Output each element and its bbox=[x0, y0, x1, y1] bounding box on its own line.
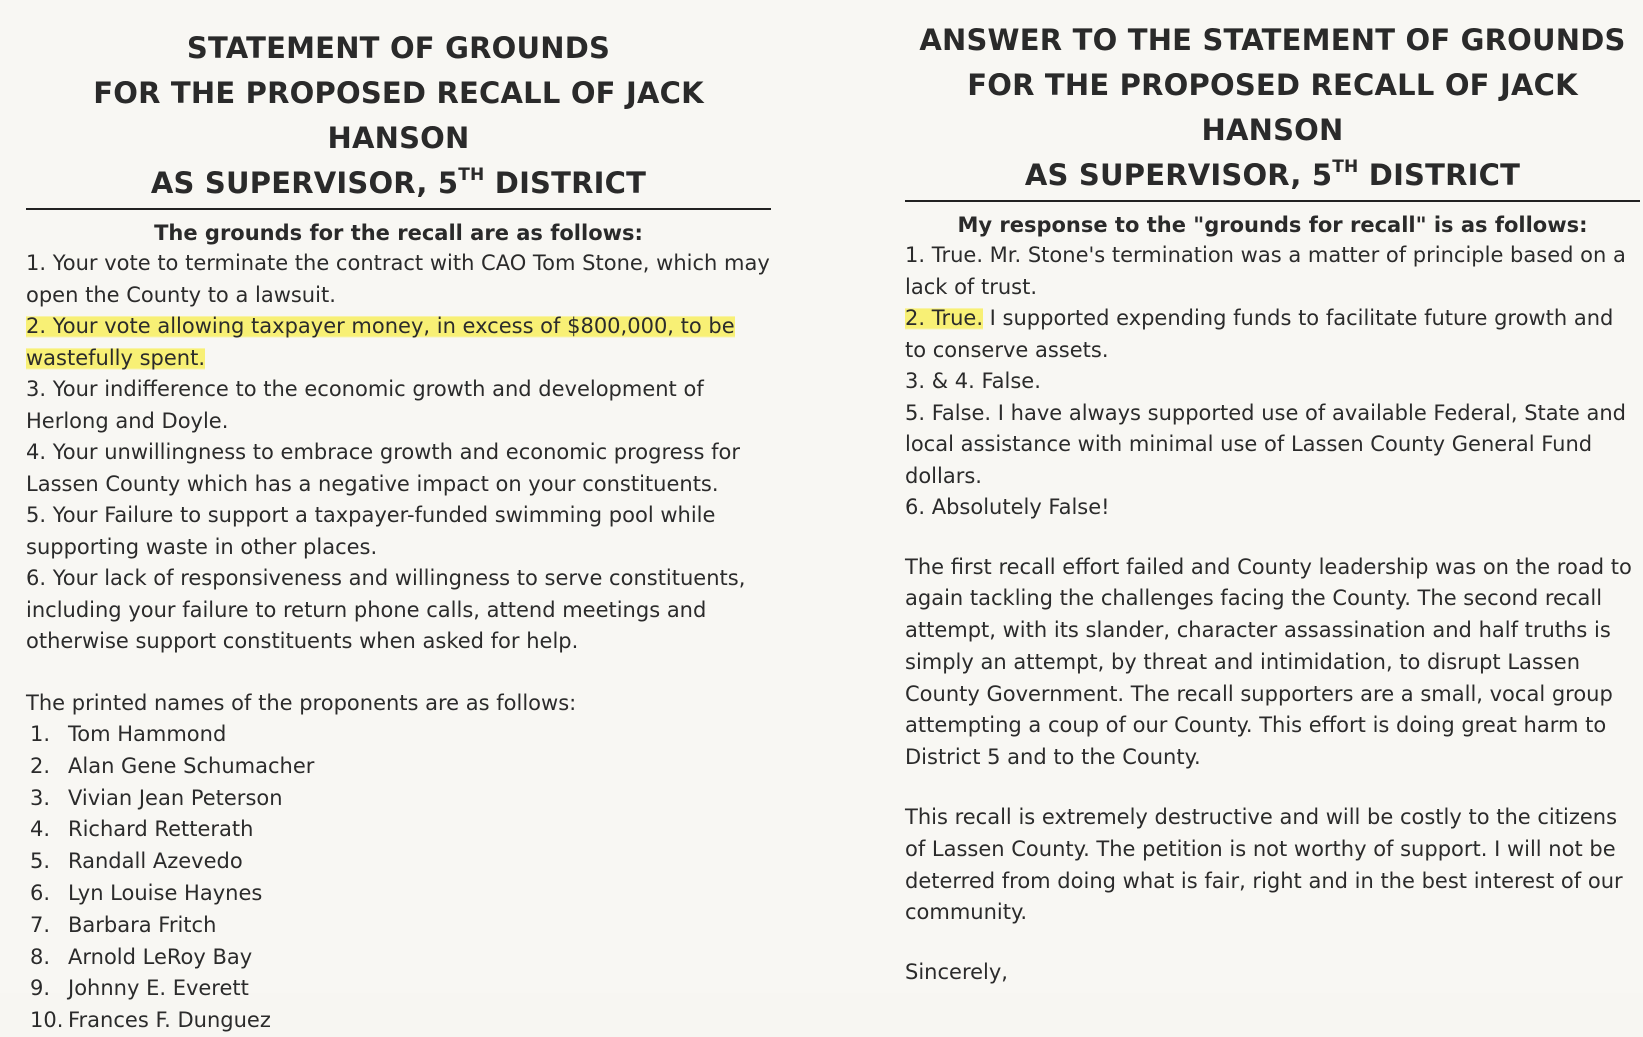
answer-text: I supported expending funds to facilitate future growth and to conserve assets. bbox=[905, 306, 1614, 362]
proponent-name: Vivian Jean Peterson bbox=[68, 785, 283, 810]
body-paragraph: This recall is extremely destructive and will be costly to the citizens of Lassen County. The petition is not worthy of support. I will not be deterred from doing what is fair, right and in the best interest of our community. bbox=[905, 805, 1623, 925]
list-number: 10. bbox=[30, 1008, 64, 1033]
list-item bbox=[26, 1005, 771, 1037]
list-item bbox=[26, 783, 771, 815]
answer-item: 6. Absolutely False! bbox=[905, 495, 1110, 519]
list-number: 9. bbox=[30, 976, 51, 1001]
closing-salutation: Sincerely, bbox=[905, 960, 1008, 985]
title-line: FOR THE PROPOSED RECALL OF JACK HANSON bbox=[93, 76, 704, 155]
title-divider bbox=[905, 200, 1640, 202]
statement-of-grounds-column bbox=[26, 0, 771, 1037]
proponent-name: Barbara Fritch bbox=[68, 912, 217, 937]
list-number: 8. bbox=[30, 944, 51, 969]
spacer bbox=[905, 774, 1640, 802]
grounds-list bbox=[26, 248, 771, 658]
list-item bbox=[26, 910, 771, 942]
answer-item: 3. & 4. False. bbox=[905, 369, 1041, 393]
title-superscript: TH bbox=[458, 165, 485, 185]
list-item bbox=[26, 942, 771, 974]
spacer bbox=[905, 929, 1640, 957]
ground-item: 1. Your vote to terminate the contract with CAO Tom Stone, which may open the County to a lawsuit. bbox=[26, 251, 770, 307]
list-number: 2. bbox=[30, 753, 51, 778]
proponent-name: Randall Azevedo bbox=[68, 849, 243, 874]
list-item bbox=[26, 973, 771, 1005]
highlighted-text: 2. Your vote allowing taxpayer money, in excess of $800,000, to be wastefully spent. bbox=[26, 314, 735, 370]
answer-column bbox=[905, 0, 1640, 989]
title-text: AS SUPERVISOR, 5 bbox=[150, 166, 459, 200]
proponent-name: Lyn Louise Haynes bbox=[68, 880, 263, 905]
ground-item: 3. Your indifference to the economic growth and development of Herlong and Doyle. bbox=[26, 377, 704, 433]
proponent-name: Arnold LeRoy Bay bbox=[68, 944, 253, 969]
list-number: 7. bbox=[30, 912, 51, 937]
proponent-name: Frances F. Dunguez bbox=[68, 1008, 271, 1033]
ground-item: 6. Your lack of responsiveness and willingness to serve constituents, including your failure to return phone calls, attend meetings and otherwise support constituents when asked for help. bbox=[26, 566, 746, 653]
list-number: 1. bbox=[30, 722, 51, 746]
title-line: FOR THE PROPOSED RECALL OF JACK HANSON bbox=[967, 68, 1578, 147]
ground-item-highlighted bbox=[26, 311, 771, 374]
title-line bbox=[905, 153, 1640, 198]
answer-item: 1. True. Mr. Stone's termination was a matter of principle based on a lack of trust. bbox=[905, 243, 1626, 299]
ground-item: 5. Your Failure to support a taxpayer-funded swimming pool while supporting waste in other places. bbox=[26, 503, 716, 559]
answer-item bbox=[905, 303, 1640, 366]
highlighted-text: 2. True. bbox=[905, 306, 983, 330]
proponents-heading: The printed names of the proponents are as follows: bbox=[26, 690, 577, 715]
spacer bbox=[905, 524, 1640, 552]
title-line: ANSWER TO THE STATEMENT OF GROUNDS bbox=[919, 23, 1626, 57]
answer-title bbox=[905, 0, 1640, 198]
grounds-intro: The grounds for the recall are as follows: bbox=[154, 221, 643, 245]
body-paragraph: The first recall effort failed and County leadership was on the road to again tackling the challenges facing the County. The second recall attempt, with its slander, character assassination and half truths is simply an attempt, by threat and intimidation, to disrupt Lassen County Government. The recall supporters are a small, vocal group attempting a coup of our County. This effort is doing great harm to District 5 and to the County. bbox=[905, 554, 1632, 770]
answer-item: 5. False. I have always supported use of available Federal, State and local assistance with minimal use of Lassen County General Fund dollars. bbox=[905, 400, 1626, 488]
spacer bbox=[26, 658, 771, 688]
title-superscript: TH bbox=[1332, 157, 1359, 177]
list-number: 4. bbox=[30, 817, 51, 842]
list-item bbox=[26, 814, 771, 846]
list-number: 3. bbox=[30, 785, 51, 810]
list-item bbox=[26, 719, 771, 751]
proponent-name: Tom Hammond bbox=[68, 722, 227, 746]
ground-item: 4. Your unwillingness to embrace growth and economic progress for Lassen County which has a negative impact on your constituents. bbox=[26, 440, 740, 496]
title-text: DISTRICT bbox=[1358, 158, 1521, 192]
answers-list bbox=[905, 240, 1640, 524]
list-number: 5. bbox=[30, 849, 51, 874]
list-item bbox=[26, 751, 771, 783]
answers-intro: My response to the "grounds for recall" is as follows: bbox=[957, 213, 1588, 237]
list-item bbox=[26, 846, 771, 878]
title-text: AS SUPERVISOR, 5 bbox=[1024, 158, 1333, 192]
proponents-list bbox=[26, 719, 771, 1037]
title-line: STATEMENT OF GROUNDS bbox=[186, 31, 611, 65]
list-item bbox=[26, 878, 771, 910]
proponent-name: Alan Gene Schumacher bbox=[68, 753, 315, 778]
proponent-name: Richard Retterath bbox=[68, 817, 254, 842]
list-number: 6. bbox=[30, 880, 51, 905]
title-line bbox=[26, 161, 771, 206]
proponent-name: Johnny E. Everett bbox=[68, 976, 249, 1001]
title-divider bbox=[26, 208, 771, 210]
title-text: DISTRICT bbox=[484, 166, 647, 200]
statement-title bbox=[26, 0, 771, 206]
